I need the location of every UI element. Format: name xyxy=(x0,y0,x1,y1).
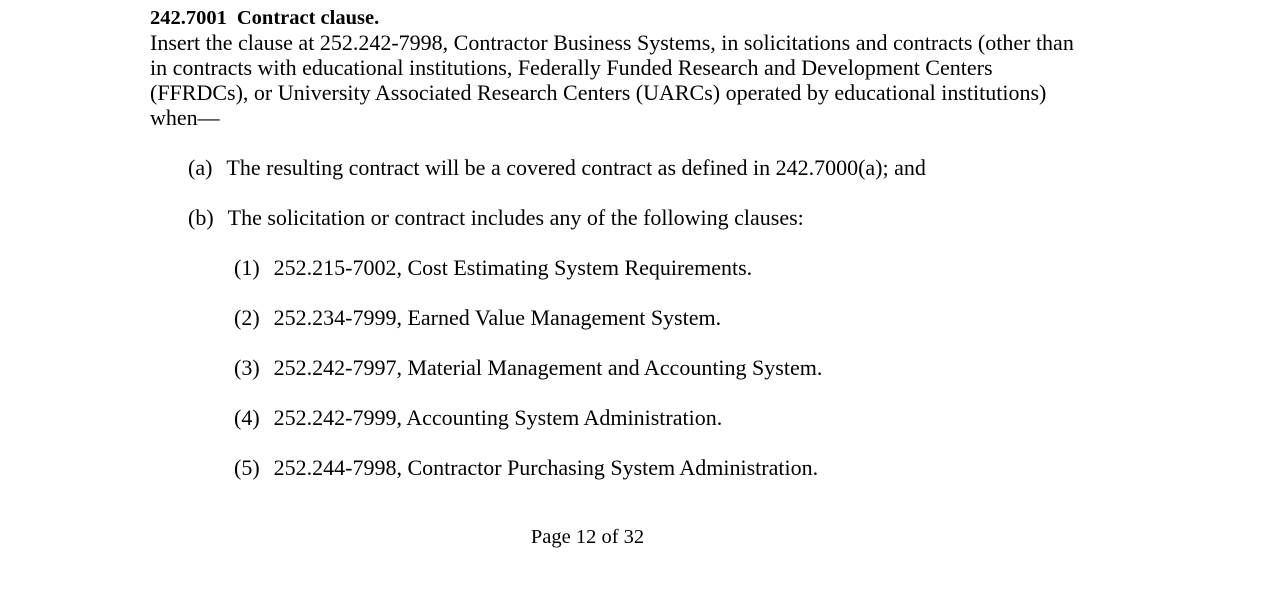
list-item-b xyxy=(188,205,804,231)
section-number: 242.7001 xyxy=(150,7,227,29)
list-item-a xyxy=(188,155,926,181)
section-title: Contract clause. xyxy=(236,7,380,29)
intro-paragraph: Insert the clause at 252.242-7998, Contractor Business Systems, in solicitations and contracts (other than in contracts with educational institutions, Federally Funded Research and Development Centers (FFRDCs), or University Associated Research Centers (UARCs) operated by educational institutions) when— xyxy=(150,30,1074,130)
sublist-item-4 xyxy=(234,405,722,431)
sublist-item-3 xyxy=(234,355,822,381)
list-item-text: The resulting contract will be a covered contract as defined in 242.7000(a); and xyxy=(226,155,926,180)
sublist-item-text: 252.242-7997, Material Management and Accounting System. xyxy=(273,355,823,380)
sublist-item-text: 252.242-7999, Accounting System Administration. xyxy=(273,405,723,430)
list-item-label: (a) xyxy=(188,155,213,180)
sublist-item-5 xyxy=(234,455,818,481)
list-item-text: The solicitation or contract includes any of the following clauses: xyxy=(227,205,804,230)
list-item-label: (b) xyxy=(188,205,214,230)
page-footer xyxy=(0,524,1175,550)
sublist-item-label: (1) xyxy=(234,255,260,280)
sublist-item-label: (5) xyxy=(234,455,260,480)
document-page xyxy=(150,6,1150,130)
sublist-item-1 xyxy=(234,255,752,281)
sublist-item-label: (4) xyxy=(234,405,260,430)
page-number: Page 12 of 32 xyxy=(530,526,645,548)
sublist-item-text: 252.244-7998, Contractor Purchasing System Administration. xyxy=(273,455,819,480)
section-heading xyxy=(150,6,1150,30)
sublist-item-text: 252.215-7002, Cost Estimating System Requirements. xyxy=(273,255,753,280)
sublist-item-label: (3) xyxy=(234,355,260,380)
sublist-item-text: 252.234-7999, Earned Value Management System. xyxy=(273,305,722,330)
sublist-item-label: (2) xyxy=(234,305,260,330)
sublist-item-2 xyxy=(234,305,721,331)
